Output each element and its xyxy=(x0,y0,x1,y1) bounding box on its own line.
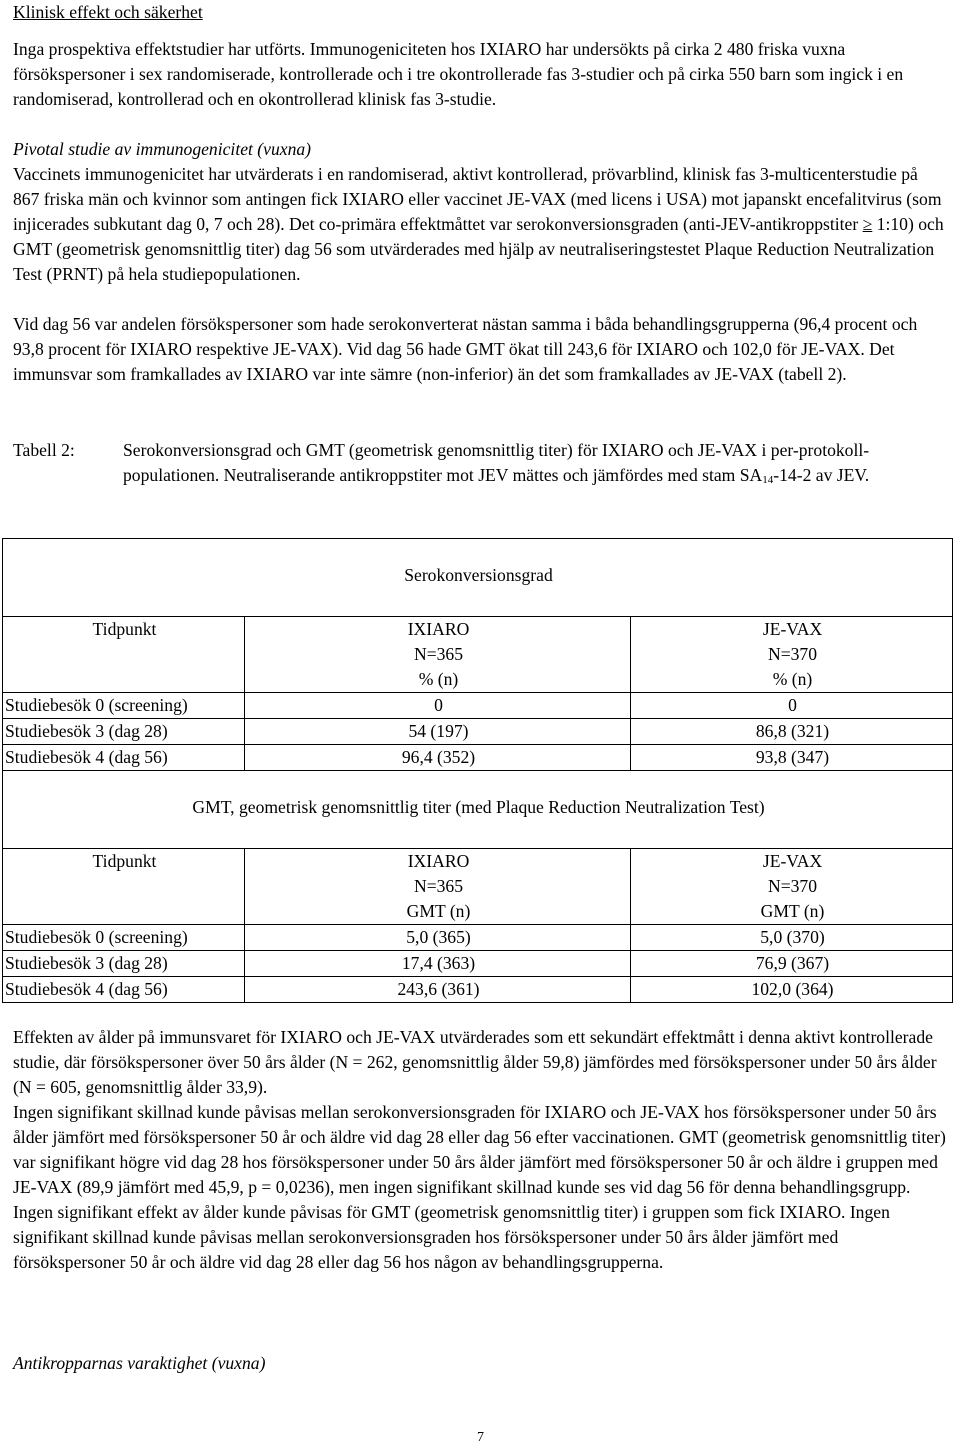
row-label: Studiebesök 0 (screening) xyxy=(3,925,245,951)
row-label: Studiebesök 3 (dag 28) xyxy=(3,719,245,745)
age-results-paragraph: Ingen signifikant skillnad kunde påvisas mellan serokonversionsgraden för IXIARO och JE-VAX hos försökspersoner under 50 års ålder jämfört med försökspersoner 50 år och äldre vid dag 28 eller dag 56 efter vaccinationen. GMT (geometrisk genomsnittlig titer) var signifikant högre vid dag 28 hos försökspersoner under 50 års ålder jämfört med försökspersoner 50 år och äldre i gruppen med JE-VAX (89,9 jämfört med 45,9, p = 0,0236), men ingen signifikant skillnad kunde ses vid dag 56 för denna behandlingsgrupp. Ingen signifikant effekt av ålder kunde påvisas för GMT (geometrisk genomsnittlig titer) i gruppen som fick IXIARO. Ingen signifikant skillnad kunde påvisas mellan serokonversionsgraden hos försökspersoner under 50 års ålder jämfört med försökspersoner 50 år och äldre vid dag 28 eller dag 56 hos någon av behandlingsgrupperna. xyxy=(13,1102,946,1272)
row-label: Studiebesök 0 (screening) xyxy=(3,693,245,719)
age-effect-paragraph: Effekten av ålder på immunsvaret för IXIARO och JE-VAX utvärderades som ett sekundärt effektmått i denna aktivt kontrollerade studie, där försökspersoner över 50 års ålder (N = 262, genomsnittlig ålder 59,8) jämfördes med försökspersoner under 50 års ålder (N = 605, genomsnittlig ålder 33,9). xyxy=(13,1027,937,1097)
table-row xyxy=(3,977,953,1003)
pivotal-study-paragraph xyxy=(13,162,948,287)
row-label: Studiebesök 4 (dag 56) xyxy=(3,977,245,1003)
jevax-header: JE-VAX N=370 % (n) xyxy=(631,617,953,693)
table-row xyxy=(3,719,953,745)
row-label: Studiebesök 4 (dag 56) xyxy=(3,745,245,771)
ixiaro-value: 96,4 (352) xyxy=(245,745,631,771)
table-spacer xyxy=(3,823,953,849)
timepoint-header: Tidpunkt xyxy=(3,617,245,693)
jevax-value: 0 xyxy=(631,693,953,719)
page-number: 7 xyxy=(477,1430,484,1445)
table-row xyxy=(3,925,953,951)
ixiaro-value: 5,0 (365) xyxy=(245,925,631,951)
ixiaro-value: 54 (197) xyxy=(245,719,631,745)
greater-equal-symbol: ≥ xyxy=(862,214,873,234)
section-heading: Klinisk effekt och säkerhet xyxy=(13,2,203,22)
jevax-header: JE-VAX N=370 GMT (n) xyxy=(631,849,953,925)
table2-header-row xyxy=(3,849,953,925)
table-row xyxy=(3,951,953,977)
table-caption-label: Tabell 2: xyxy=(13,440,75,460)
pivotal-text-part1: Vaccinets immunogenicitet har utvärderats i en randomiserad, aktivt kontrollerad, prövarblind, klinisk fas 3-multicenterstudie på 867 friska män och kvinnor som antingen fick IXIARO eller vaccinet JE-VAX (med licens i USA) mot japanskt encefalitvirus (som injicerades subkutant dag 0, 7 och 28). Det co-primära effektmåttet var serokonversionsgraden (anti-JEV-antikroppstiter xyxy=(13,164,942,234)
table-caption-text: Serokonversionsgrad och GMT (geometrisk genomsnittlig titer) för IXIARO och JE-VAX i per-protokoll-populationen. Neutraliserande antikroppstiter mot JEV mättes och jämfördes med stam $SA_{14}-14-2$ av JEV. xyxy=(123,440,870,486)
timepoint-header: Tidpunkt xyxy=(3,849,245,925)
pivotal-text-part2: 1:10) och GMT (geometrisk genomsnittlig titer) dag 56 som utvärderades med hjälp av neutraliseringstestet Plaque Reduction Neutralization Test (PRNT) på hela studiepopulationen. xyxy=(13,214,944,284)
table-row xyxy=(3,745,953,771)
ixiaro-header: IXIARO N=365 GMT (n) xyxy=(245,849,631,925)
results-paragraph: Vid dag 56 var andelen försökspersoner som hade serokonverterat nästan samma i båda behandlingsgrupperna (96,4 procent och 93,8 procent för IXIARO respektive JE-VAX). Vid dag 56 hade GMT ökat till 243,6 för IXIARO och 102,0 för JE-VAX. Det immunsvar som framkallades av IXIARO var inte sämre (non-inferior) än det som framkallades av JE-VAX (tabell 2). xyxy=(13,314,918,384)
ixiaro-value: 0 xyxy=(245,693,631,719)
jevax-value: 5,0 (370) xyxy=(631,925,953,951)
pivotal-study-subheading: Pivotal studie av immunogenicitet (vuxna) xyxy=(13,139,312,159)
table1-header-row xyxy=(3,617,953,693)
ixiaro-value: 243,6 (361) xyxy=(245,977,631,1003)
strain-subscript: 14 xyxy=(762,474,774,486)
table-row xyxy=(3,693,953,719)
intro-paragraph: Inga prospektiva effektstudier har utförts. Immunogeniciteten hos IXIARO har undersökts på cirka 2 480 friska vuxna försökspersoner i sex randomiserade, kontrollerade och i tre okontrollerade fas 3-studier och på cirka 550 barn som ingick i en randomiserad, kontrollerad och en okontrollerad klinisk fas 3-studie. xyxy=(13,39,904,109)
gmt-title: GMT, geometrisk genomsnittlig titer (med Plaque Reduction Neutralization Test) xyxy=(3,771,953,824)
antibody-duration-subheading: Antikropparnas varaktighet (vuxna) xyxy=(13,1353,266,1373)
jevax-value: 76,9 (367) xyxy=(631,951,953,977)
row-label: Studiebesök 3 (dag 28) xyxy=(3,951,245,977)
ixiaro-header: IXIARO N=365 % (n) xyxy=(245,617,631,693)
table-spacer xyxy=(3,591,953,617)
jevax-value: 93,8 (347) xyxy=(631,745,953,771)
jevax-value: 102,0 (364) xyxy=(631,977,953,1003)
seroconversion-title: Serokonversionsgrad xyxy=(3,539,953,592)
ixiaro-value: 17,4 (363) xyxy=(245,951,631,977)
jevax-value: 86,8 (321) xyxy=(631,719,953,745)
results-table xyxy=(2,538,953,1003)
